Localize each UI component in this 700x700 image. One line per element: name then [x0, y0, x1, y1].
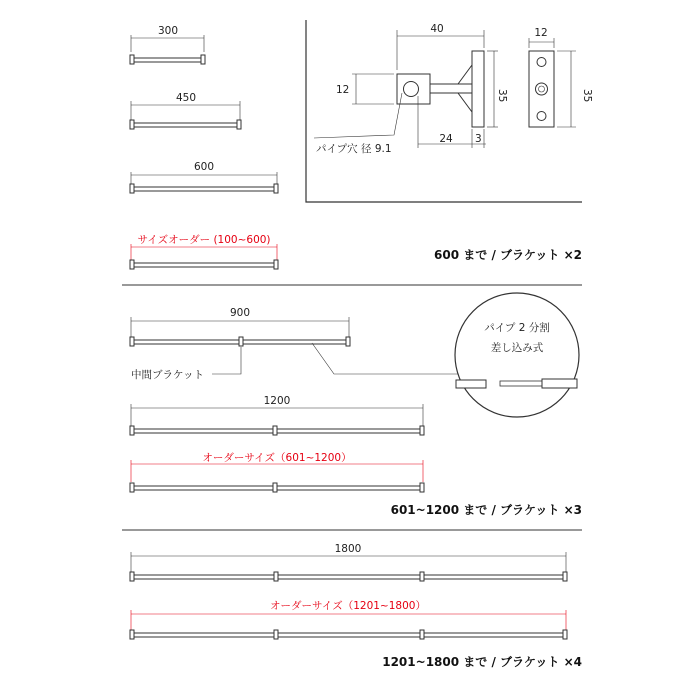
order-size-1200-label: オーダーサイズ（601~1200）	[202, 452, 352, 464]
rail-1800	[130, 552, 567, 581]
dim-1200-label: 1200	[263, 395, 291, 407]
rail-order-1800	[130, 610, 567, 639]
rail-order-600	[130, 244, 278, 269]
dim-3-label: 3	[475, 133, 482, 145]
dim-300-label: 300	[157, 25, 179, 37]
pipe-hole-label: パイプ穴 径 9.1	[316, 143, 392, 155]
caption-1800: 1201~1800 まで / ブラケット ×4	[382, 655, 582, 669]
zoom-title-line2: 差し込み式	[490, 342, 544, 354]
bracket-front-view	[529, 38, 576, 127]
joint-zoom-circle	[455, 293, 579, 417]
order-size-1800-label: オーダーサイズ（1201~1800）	[270, 600, 426, 612]
zoom-title-line1: パイプ 2 分割	[484, 322, 550, 334]
rail-900	[130, 317, 460, 374]
rail-450	[130, 101, 241, 129]
dim-450-label: 450	[175, 92, 197, 104]
rail-300	[130, 35, 205, 64]
dim-12-side-label: 12	[336, 84, 350, 96]
order-size-600-label: サイズオーダー (100~600)	[137, 234, 271, 246]
dim-1800-label: 1800	[334, 543, 362, 555]
rail-600	[130, 172, 278, 193]
caption-600: 600 まで / ブラケット ×2	[434, 248, 582, 262]
caption-1200: 601~1200 まで / ブラケット ×3	[390, 503, 582, 517]
dim-35-side-label: 35	[496, 89, 508, 103]
dim-35-front-label: 35	[581, 89, 593, 103]
dim-24-label: 24	[439, 133, 453, 145]
dim-900-label: 900	[229, 307, 251, 319]
dim-600-label: 600	[193, 161, 215, 173]
dim-12-front-label: 12	[534, 27, 548, 39]
dim-40-label: 40	[430, 23, 444, 35]
rail-1200	[130, 404, 424, 435]
rail-order-1200	[130, 460, 424, 492]
mid-bracket-label: 中間ブラケット	[131, 369, 204, 381]
